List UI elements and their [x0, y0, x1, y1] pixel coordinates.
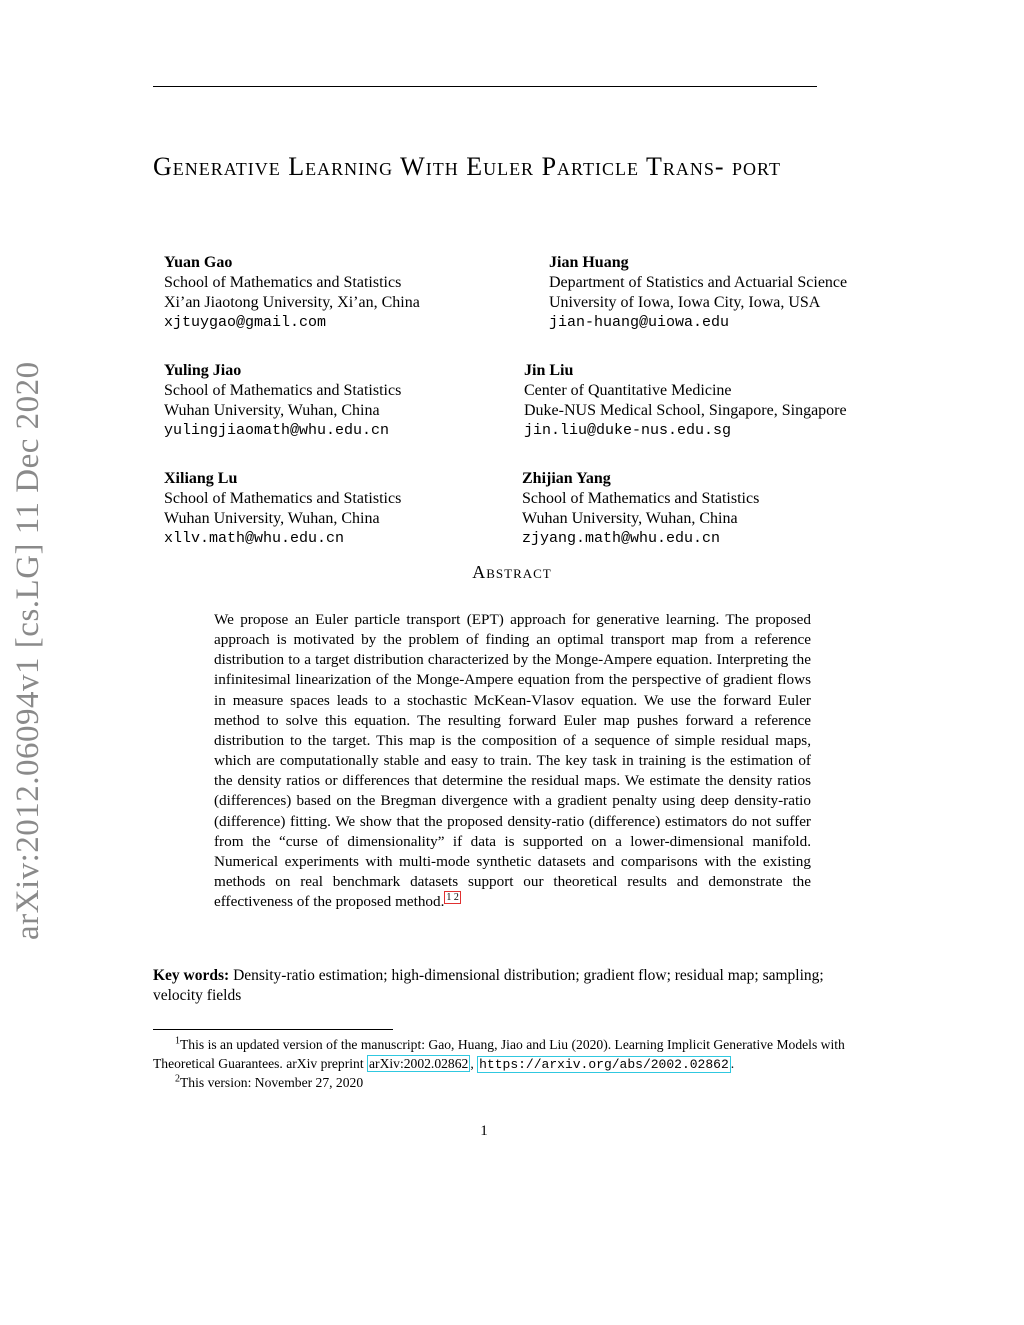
keywords-text: Density-ratio estimation; high-dimensional distribution; gradient flow; residual map; sampling; velocity fields [153, 967, 824, 1004]
author-name: Jian Huang [549, 254, 629, 271]
author-affiliation: Xi’an Jiaotong University, Xi’an, China [164, 294, 420, 311]
author-email[interactable]: yulingjiaomath@whu.edu.cn [164, 422, 390, 439]
footnote-text: This version: November 27, 2020 [180, 1075, 364, 1090]
page-number: 1 [480, 1123, 488, 1139]
author-name: Yuling Jiao [164, 362, 242, 379]
footnote-end: . [730, 1055, 735, 1071]
paper-title: Generative Learning With Euler Particle Trans- port [153, 152, 781, 181]
author-name: Zhijian Yang [522, 470, 611, 487]
footnote-mark: 1 [175, 1035, 180, 1047]
author-email[interactable]: jin.liu@duke-nus.edu.sg [524, 422, 732, 439]
author-dept: Department of Statistics and Actuarial Science [549, 274, 848, 291]
abstract-body [214, 610, 811, 912]
url-link[interactable]: https://arxiv.org/abs/2002.02862 [479, 1056, 729, 1072]
author-dept: School of Mathematics and Statistics [164, 382, 402, 399]
author-block [164, 469, 401, 549]
author-email[interactable]: xjtuygao@gmail.com [164, 314, 327, 331]
author-affiliation: University of Iowa, Iowa City, Iowa, USA [549, 294, 821, 311]
author-email[interactable]: zjyang.math@whu.edu.cn [522, 530, 721, 547]
author-email[interactable]: xllv.math@whu.edu.cn [164, 530, 345, 547]
author-email[interactable]: jian-huang@uiowa.edu [549, 314, 730, 331]
abstract-heading: Abstract [472, 562, 552, 582]
author-dept: School of Mathematics and Statistics [164, 274, 402, 291]
author-affiliation: Wuhan University, Wuhan, China [164, 402, 380, 419]
footnotes [153, 1036, 873, 1093]
author-affiliation: Wuhan University, Wuhan, China [522, 510, 738, 527]
abstract-footnote-link[interactable]: 1 2 [446, 892, 459, 904]
footnote-1 [153, 1036, 873, 1074]
author-block [524, 361, 847, 441]
author-block [549, 253, 847, 333]
keywords-label: Key words: [153, 967, 230, 984]
author-dept: School of Mathematics and Statistics [164, 490, 402, 507]
author-block [164, 253, 420, 333]
footnote-rule [153, 1029, 393, 1030]
author-dept: School of Mathematics and Statistics [522, 490, 760, 507]
author-name: Yuan Gao [164, 254, 233, 271]
author-name: Xiliang Lu [164, 470, 238, 487]
footnote-2 [153, 1074, 873, 1093]
author-dept: Center of Quantitative Medicine [524, 382, 732, 399]
arxiv-link[interactable]: arXiv:2002.02862 [369, 1055, 469, 1071]
arxiv-sidebar-stamp: arXiv:2012.06094v1 [cs.LG] 11 Dec 2020 [10, 361, 46, 940]
author-affiliation: Duke-NUS Medical School, Singapore, Singapore [524, 402, 847, 419]
footnote-separator: , [470, 1055, 478, 1071]
footnote-text: This is an updated version of the manuscript: Gao, Huang, Jiao and Liu (2020). Learning Implicit Generative Models with Theoretical Guarantees. arXiv preprint [153, 1037, 845, 1071]
footnote-mark: 2 [175, 1073, 180, 1085]
abstract-text: We propose an Euler particle transport (EPT) approach for generative learning. The proposed approach is motivated by the problem of finding an optimal transport map from a reference distribution to a target distribution characterized by the Monge-Ampere equation. Interpreting the infinitesimal linearization of the Monge-Ampere equation from the perspective of gradient flows in measure spaces leads to a stochastic McKean-Vlasov equation. We use the forward Euler method to solve this equation. The resulting forward Euler map pushes forward a reference distribution to the target. This map is the composition of a sequence of simple residual maps, which are computationally stable and easy to train. The key task in training is the estimation of the density ratios or differences that determine the residual maps. We estimate the density ratios (differences) based on the Bregman divergence with a gradient penalty using deep density-ratio (difference) fitting. We show that the proposed density-ratio (difference) estimators do not suffer from the “curse of dimensionality” if data is supported on a lower-dimensional manifold. Numerical experiments with multi-mode synthetic datasets and comparisons with the existing methods on real benchmark datasets support our theoretical results and demonstrate the effectiveness of the proposed method. [214, 611, 811, 911]
author-block [522, 469, 759, 549]
header-rule [153, 86, 817, 87]
author-block [164, 361, 401, 441]
author-affiliation: Wuhan University, Wuhan, China [164, 510, 380, 527]
author-name: Jin Liu [524, 362, 574, 379]
keywords [153, 966, 873, 1006]
